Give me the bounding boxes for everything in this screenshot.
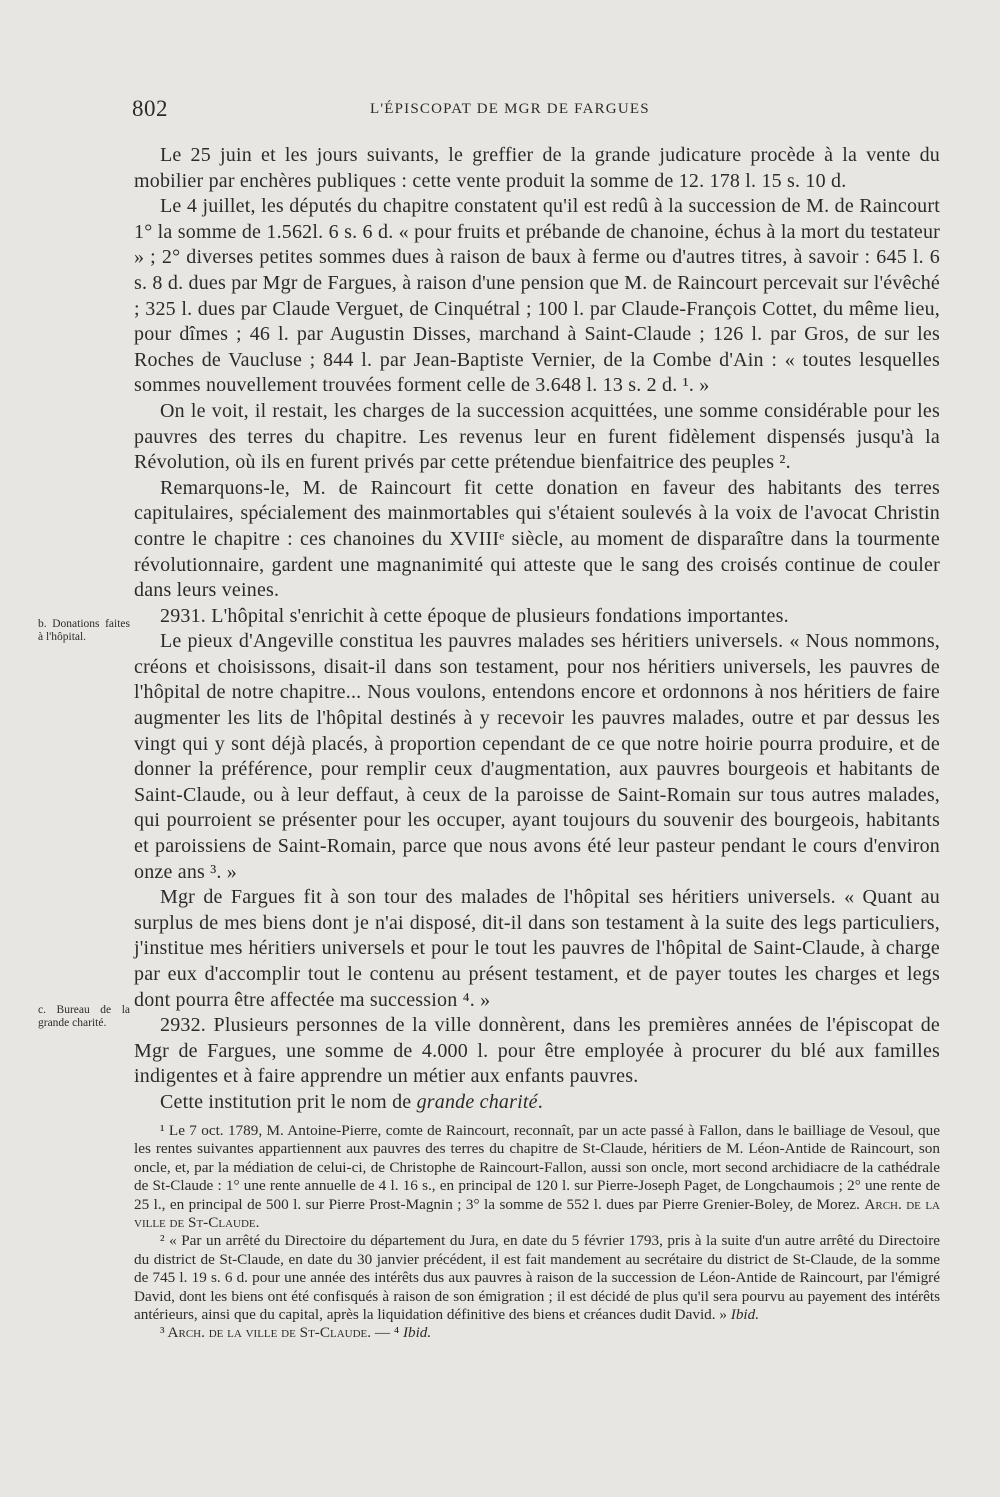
margin-note-bureau: c. Bureau de la grande charité. — [38, 1004, 130, 1029]
footnote-3-4 — [134, 1324, 940, 1342]
footnote-3: ³ Arch. de la ville de St-Claude. — [160, 1324, 372, 1342]
paragraph-text: Cette institution prit le nom de — [160, 1090, 412, 1113]
footnote-separator: — — [371, 1324, 394, 1342]
footnote-source: Arch. de la ville de St-Claude. — [134, 1195, 941, 1232]
italic-term: grande charité — [416, 1090, 538, 1113]
paragraph-2932: 2932. Plusieurs personnes de la ville donnèrent, dans les premières années de l'épiscopat de Mgr de Fargues, une somme de 4.000 l. pour être employée à procurer du blé aux familles indigentes et à faire apprendre un métier aux enfants pauvres. — [134, 1014, 940, 1088]
paragraph: Le pieux d'Angeville constitua les pauvres malades ses héritiers universels. « Nous nommons, créons et choisissons, disait-il dans son testament, pour nos héritiers universels, les pauvres de l'hôpital de notre chapitre... Nous voulons, entendons encore et ordonnons à nos héritiers de faire augmenter les lits de l'hôpital destinés à y recevoir les pauvres malades, outre et par dessus les vingt qui y sont déjà placés, à proportion cependant de ce que notre hoirie pourra produire, et de donner la préférence, pour remplir ceux d'augmentation, aux pauvres bourgeois et habitants de Saint-Claude, ou à leur deffaut, à ceux de la paroisse de Saint-Romain sur tous autres malades, qui pourroient se présenter pour les occuper, ayant toujours du souvenir des bourgeois, habitants et paroissiens de Saint-Romain, parce que nous avons été leur pasteur pendant le cours d'environ onze ans ³. » — [134, 630, 940, 883]
running-title: L'ÉPISCOPAT DE MGR DE FARGUES — [370, 101, 650, 117]
paragraph: Remarquons-le, M. de Raincourt fit cette donation en faveur des habitants des terres capitulaires, spécialement des mainmortables qui s'étaient soulevés à la voix de l'avocat Christin contre le chapitre : ces chanoines du XVIIIᵉ siècle, au moment de disparaître dans la tourmente révolutionnaire, gardent une magnanimité qui atteste que le sang des croisés continue de couler dans leurs veines. — [134, 476, 940, 602]
footnote-4-number: ⁴ — [393, 1324, 403, 1342]
paragraph: Le 25 juin et les jours suivants, le greffier de la grande judicature procède à la vente du mobilier par enchères publiques : cette vente produit la somme de 12. 178 l. 15 s. 10 d. — [134, 144, 940, 192]
footnote-2 — [134, 1232, 940, 1324]
paragraph-grande-charite — [134, 1090, 940, 1116]
paragraph-end: . — [537, 1090, 543, 1113]
paragraph: Mgr de Fargues fit à son tour des malades de l'hôpital ses héritiers universels. « Quant au surplus de mes biens dont je n'ai disposé, dit-il dans son testament à la suite des legs particuliers, j'institue mes héritiers universels et pour le tout les pauvres de l'hôpital de Saint-Claude, à charge par eux d'accomplir tout le contenu au présent testament, et de payer toutes les charges et legs dont pourra être affectée ma succession ⁴. » — [134, 886, 940, 1011]
footnote-4: Ibid. — [402, 1324, 432, 1342]
paragraph-2931: 2931. L'hôpital s'enrichit à cette époque de plusieurs fondations importantes. — [160, 604, 789, 627]
main-text — [134, 143, 940, 1116]
footnote-text: ¹ Le 7 oct. 1789, M. Antoine-Pierre, comte de Raincourt, reconnaît, par un acte passé à Fallon, dans le bailliage de Vesoul, que les rentes suivantes appartiennent aux pauvres des terres du chapitre de St-Claude, héritiers de M. Léon-Antide de Raincourt, son oncle, et, par la médiation de celui-ci, de Christophe de Raincourt-Fallon, aussi son oncle, mort second archidiacre de la cathédrale de St-Claude : 1° une rente annuelle de 4 l. 16 s., en principal de 120 l. sur Pierre-Joseph Paget, de Longchaumois ; 2° une rente de 25 l., en principal de 500 l. sur Pierre Prost-Magnin ; 3° la somme de 552 l. dues par Pierre Grenier-Boley, de Morez. — [134, 1122, 940, 1213]
paragraph: Le 4 juillet, les députés du chapitre constatent qu'il est redû à la succession de M. de Raincourt 1° la somme de 1.562l. 6 s. 6 d. « pour fruits et prébande de chanoine, échus à la mort du testateur » ; 2° diverses petites sommes dues à raison de baux à ferme ou d'autres titres, à savoir : 645 l. 6 s. 8 d. dues par Mgr de Fargues, à raison d'une pension que M. de Raincourt percevait sur l'évêché ; 325 l. dues par Claude Verguet, de Cinquétral ; 100 l. par Claude-François Cottet, du même lieu, pour dîmes ; 46 l. par Augustin Disses, marchand à Saint-Claude ; 126 l. par Gros, de sur les Roches de Vaucluse ; 844 l. par Jean-Baptiste Vernier, de la Combe d'Ain : « toutes lesquelles sommes nouvellement trouvées forment celle de 3.648 l. 13 s. 2 d. ¹. » — [134, 195, 940, 397]
page-number: 802 — [132, 96, 168, 121]
footnote-1 — [134, 1122, 940, 1232]
footnote-source: Ibid. — [730, 1306, 760, 1324]
page-header — [132, 96, 950, 126]
paragraph: On le voit, il restait, les charges de la succession acquittées, une somme considérable pour les pauvres des terres du chapitre. Les revenus leur en furent fidèlement dispensés jusqu'à la Révolution, où ils en furent privés par cette prétendue bienfaitrice des peuples ². — [134, 399, 940, 474]
footnotes — [134, 1122, 940, 1343]
margin-note-donations: b. Donations faites à l'hôpital. — [38, 618, 130, 643]
footnote-text: ² « Par un arrêté du Directoire du département du Jura, en date du 5 février 1793, pris à la suite d'un autre arrêté du Directoire du district de St-Claude, en date du 30 janvier précédent, il est fait mandement au secrétaire du district de St-Claude, de la somme de 745 l. 19 s. 6 d. pour une année des intérêts dus aux pauvres à raison de la succession de Léon-Antide de Raincourt, par l'émigré David, dont les biens ont été confisqués à raison de son émigration ; il est décidé de plus qu'il sera pourvu au payement des intérêts antérieurs, ainsi que du capital, après la liquidation définitive des biens et créances dudit David. » — [134, 1232, 940, 1324]
